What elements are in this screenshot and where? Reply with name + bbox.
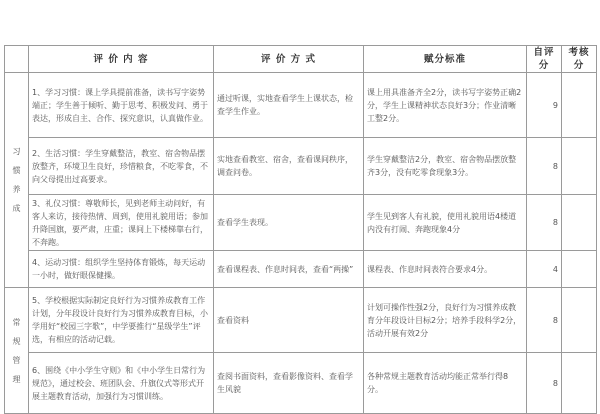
header-category — [5, 46, 29, 73]
standard-cell: 课上用具准备齐全2分，读书写字姿势正确2分，学生上课精神状态良好3分；作业清晰工整2分。 — [364, 73, 527, 138]
self-score-cell[interactable]: 8 — [527, 138, 562, 195]
content-cell: 4、运动习惯：组织学生坚持体育锻炼，每天运动一小时，做好眼保健操。 — [29, 251, 214, 288]
method-cell: 查看资料 — [214, 288, 364, 353]
evaluation-table — [4, 45, 597, 414]
method-cell: 查看课程表、作息时间表，查看“两操” — [214, 251, 364, 288]
content-cell: 5、学校根据实际制定良好行为习惯养成教育工作计划，分年段设计良好行为习惯养成教育目标，小学用好“校园三字歌”，中学要推行“星级学生”评选，有相应的活动记载。 — [29, 288, 214, 353]
header-check-score: 考核分 — [562, 46, 597, 73]
category-routine-management: 常 规 管 理 — [5, 288, 29, 414]
standard-cell: 各种常规主题教育活动均能正常举行得8分。 — [364, 353, 527, 414]
table-row — [5, 138, 597, 195]
check-score-cell[interactable] — [562, 138, 597, 195]
self-score-cell[interactable]: 8 — [527, 195, 562, 251]
method-cell: 通过听课，实地查看学生上课状态，检查学生作业。 — [214, 73, 364, 138]
content-cell: 3、礼仪习惯：尊敬师长，见到老师主动问好，有客人来访，接待热情、周到，使用礼貌用语；参加升降国旗，要严肃，庄重；课间上下楼梯靠右行，不奔跑。 — [29, 195, 214, 251]
self-score-cell[interactable]: 8 — [527, 353, 562, 414]
header-standard: 赋分标准 — [364, 46, 527, 73]
table-row — [5, 251, 597, 288]
check-score-cell[interactable] — [562, 73, 597, 138]
content-cell: 1、学习习惯：课上学具提前准备，读书写字姿势端正；学生善于倾听、勤于思考、积极发问、勇于表达，形成自主、合作、探究意识，认真做作业。 — [29, 73, 214, 138]
header-method: 评 价 方 式 — [214, 46, 364, 73]
method-cell: 实地查看教室、宿舍，查看课间秩序，调查问卷。 — [214, 138, 364, 195]
method-cell: 查阅书面资料，查看影像资料、查看学生风貌 — [214, 353, 364, 414]
category-habit-formation: 习 惯 养 成 — [5, 73, 29, 288]
self-score-cell[interactable]: 9 — [527, 73, 562, 138]
standard-cell: 学生见到客人有礼貌，使用礼貌用语4楼道内没有打闹、奔跑现象4分 — [364, 195, 527, 251]
self-score-cell[interactable]: 4 — [527, 251, 562, 288]
header-self-score: 自评分 — [527, 46, 562, 73]
header-row — [5, 46, 597, 73]
content-cell: 2、生活习惯：学生穿戴整洁，教室、宿舍物品摆放整齐，环境卫生良好，珍惜粮食，不吃零食，不向父母提出过高要求。 — [29, 138, 214, 195]
table-row — [5, 73, 597, 138]
table-row — [5, 353, 597, 414]
check-score-cell[interactable] — [562, 195, 597, 251]
check-score-cell[interactable] — [562, 353, 597, 414]
standard-cell: 学生穿戴整洁2分，教室、宿舍物品摆放整齐3分，没有吃零食现象3分。 — [364, 138, 527, 195]
method-cell: 查看学生表现。 — [214, 195, 364, 251]
header-content: 评 价 内 容 — [29, 46, 214, 73]
table-row — [5, 288, 597, 353]
content-cell: 6、围绕《中小学生守则》和《中小学生日常行为规范》，通过校会、班团队会、升旗仪式等形式开展主题教育活动，加强行为习惯训练。 — [29, 353, 214, 414]
standard-cell: 计划可操作性强2分，良好行为习惯养成教育分年段设计目标2分；培养手段科学2分， 活动开展有效2分 — [364, 288, 527, 353]
standard-cell: 课程表、作息时间表符合要求4分。 — [364, 251, 527, 288]
table-row — [5, 195, 597, 251]
check-score-cell[interactable] — [562, 251, 597, 288]
check-score-cell[interactable] — [562, 288, 597, 353]
self-score-cell[interactable]: 8 — [527, 288, 562, 353]
